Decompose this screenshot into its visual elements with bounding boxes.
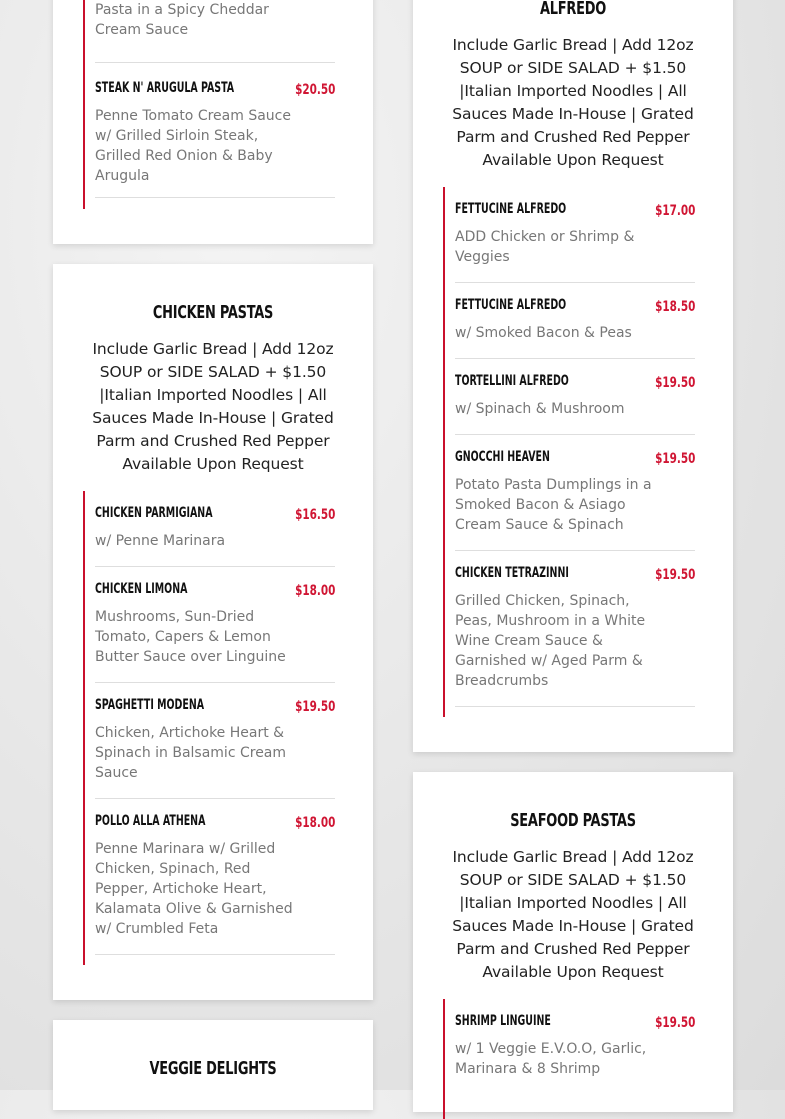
item-price: $19.50 — [654, 451, 695, 467]
menu-item — [95, 683, 335, 799]
item-name: SPAGHETTI MODENA — [95, 697, 205, 713]
item-price: $20.50 — [294, 82, 335, 98]
item-name: POLLO ALLA ATHENA — [95, 813, 206, 829]
item-price: $19.50 — [654, 567, 695, 583]
item-name: SHRIMP LINGUINE — [455, 1013, 551, 1029]
item-description: w/ 1 Veggie E.V.O.O, Garlic, Marinara & 8 Shrimp — [455, 1041, 647, 1077]
menu-card-pastas-top — [53, 0, 373, 244]
menu-card-seafood-pastas — [413, 772, 733, 1112]
section-description: Include Garlic Bread | Add 12oz SOUP or SIDE SALAD + $1.50 |Italian Imported Noodles | All Sauces Made In-House | Grated Parm and Crushed Red Pepper Available Upon Request — [92, 340, 334, 473]
menu-item — [455, 551, 695, 707]
item-description: ADD Chicken or Shrimp & Veggies — [455, 229, 635, 265]
item-name: CHICKEN PARMIGIANA — [95, 505, 213, 521]
item-price: $18.00 — [294, 815, 335, 831]
section-description: Include Garlic Bread | Add 12oz SOUP or SIDE SALAD + $1.50 |Italian Imported Noodles | All Sauces Made In-House | Grated Parm and Crushed Red Pepper Available Upon Request — [452, 848, 694, 981]
menu-item — [95, 799, 335, 955]
menu-items — [443, 187, 705, 717]
item-description: w/ Penne Marinara — [95, 533, 226, 549]
item-name: GNOCCHI HEAVEN — [455, 449, 550, 465]
menu-item — [455, 187, 695, 283]
item-price: $19.50 — [294, 699, 335, 715]
menu-items — [83, 491, 345, 965]
menu-item — [95, 63, 335, 198]
menu-items — [443, 999, 705, 1119]
menu-item — [95, 567, 335, 683]
menu-card-veggie-delights — [53, 1020, 373, 1110]
item-name: CHICKEN TETRAZINNI — [455, 565, 569, 581]
item-name: TORTELLINI ALFREDO — [455, 373, 569, 389]
item-description: Potato Pasta Dumplings in a Smoked Bacon & Asiago Cream Sauce & Spinach — [455, 477, 652, 533]
section-description: Include Garlic Bread | Add 12oz SOUP or SIDE SALAD + $1.50 |Italian Imported Noodles | All Sauces Made In-House | Grated Parm and Crushed Red Pepper Available Upon Request — [452, 36, 694, 169]
menu-item — [455, 359, 695, 435]
item-price: $19.50 — [654, 375, 695, 391]
item-description: w/ Spinach & Mushroom — [455, 401, 625, 417]
section-title: ALFREDO — [539, 0, 607, 19]
item-price: $18.00 — [294, 583, 335, 599]
item-description: Grilled Chicken, Spinach, Peas, Mushroom in a White Wine Cream Sauce & Garnished w/ Aged Parm & Breadcrumbs — [455, 593, 646, 689]
item-description: Mushrooms, Sun-Dried Tomato, Capers & Lemon Butter Sauce over Linguine — [95, 609, 286, 665]
item-description: Penne Marinara w/ Grilled Chicken, Spinach, Red Pepper, Artichoke Heart, Kalamata Olive & Garnished w/ Crumbled Feta — [95, 841, 293, 937]
section-title: SEAFOOD PASTAS — [510, 810, 636, 831]
section-title: VEGGIE DELIGHTS — [149, 1058, 277, 1079]
item-description: Chicken, Artichoke Heart & Spinach in Balsamic Cream Sauce — [95, 725, 287, 781]
menu-item — [95, 0, 335, 63]
item-name: CHICKEN LIMONA — [95, 581, 188, 597]
item-description: Pasta in a Spicy Cheddar Cream Sauce — [95, 2, 269, 38]
menu-item — [455, 999, 695, 1115]
section-title: CHICKEN PASTAS — [152, 302, 274, 323]
menu-item — [455, 283, 695, 359]
item-price: $18.50 — [654, 299, 695, 315]
menu-items — [83, 0, 345, 209]
item-name: STEAK N' ARUGULA PASTA — [95, 80, 235, 96]
item-name: FETTUCINE ALFREDO — [455, 201, 567, 217]
menu-item — [455, 435, 695, 551]
menu-card-chicken-pastas — [53, 264, 373, 1000]
item-description: Penne Tomato Cream Sauce w/ Grilled Sirloin Steak, Grilled Red Onion & Baby Arugula — [95, 108, 291, 184]
menu-item — [95, 491, 335, 567]
item-price: $16.50 — [294, 507, 335, 523]
item-description: w/ Smoked Bacon & Peas — [455, 325, 632, 341]
item-price: $19.50 — [654, 1015, 695, 1031]
menu-card-alfredo — [413, 0, 733, 752]
item-price: $17.00 — [654, 203, 695, 219]
item-name: FETTUCINE ALFREDO — [455, 297, 567, 313]
